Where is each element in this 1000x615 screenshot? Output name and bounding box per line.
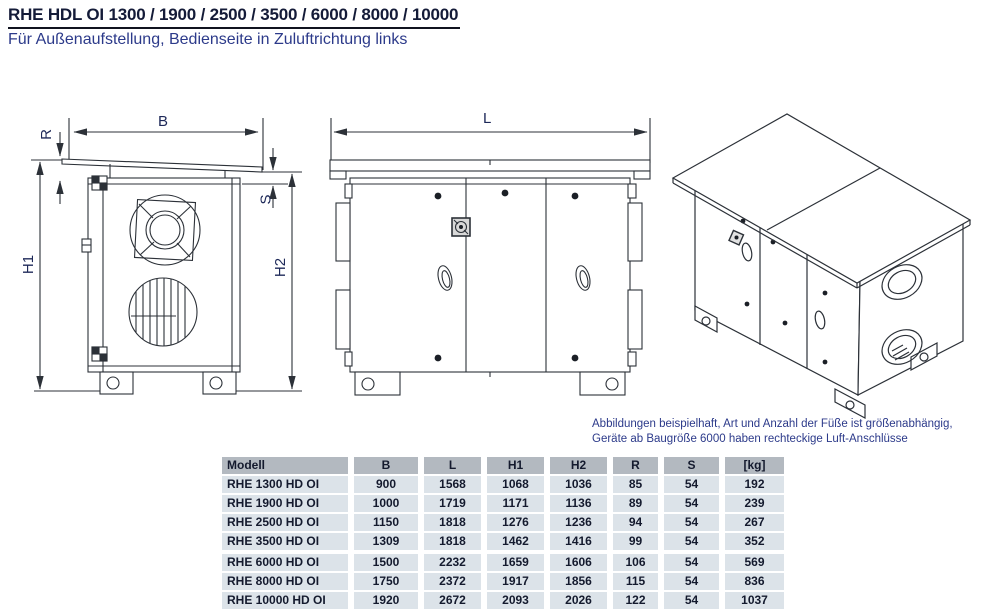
dim-label-b: B bbox=[158, 113, 169, 130]
figure-note-line1: Abbildungen beispielhaft, Art und Anzahl der Füße ist größenabhängig, bbox=[592, 418, 953, 430]
table-cell: 836 bbox=[725, 573, 784, 590]
table-cell: 192 bbox=[725, 476, 784, 493]
table-cell: 122 bbox=[613, 592, 658, 609]
table-cell: RHE 8000 HD OI bbox=[222, 573, 348, 590]
table-cell: 106 bbox=[613, 554, 658, 571]
column-header: R bbox=[613, 457, 658, 474]
table-cell: 1818 bbox=[424, 514, 481, 531]
table-row bbox=[222, 514, 784, 531]
table-cell: 54 bbox=[664, 495, 719, 512]
column-header: H2 bbox=[550, 457, 607, 474]
figure-note bbox=[592, 417, 996, 446]
front-view-drawing bbox=[315, 105, 670, 405]
table-cell: 54 bbox=[664, 554, 719, 571]
table-cell: 115 bbox=[613, 573, 658, 590]
hinge-bottom bbox=[92, 347, 107, 361]
table-cell: 1856 bbox=[550, 573, 607, 590]
dim-label-h2: H2 bbox=[272, 257, 290, 278]
table-cell: 2672 bbox=[424, 592, 481, 609]
table-cell: 94 bbox=[613, 514, 658, 531]
table-row bbox=[222, 495, 784, 512]
table-cell: RHE 2500 HD OI bbox=[222, 514, 348, 531]
table-row bbox=[222, 573, 784, 590]
table-row bbox=[222, 592, 784, 609]
table-cell: 54 bbox=[664, 514, 719, 531]
hinge-top bbox=[92, 176, 107, 190]
table-cell: 1568 bbox=[424, 476, 481, 493]
isometric-view-drawing bbox=[665, 60, 995, 425]
table-header-row bbox=[222, 457, 784, 474]
table-cell: 99 bbox=[613, 533, 658, 550]
table-cell: 1150 bbox=[354, 514, 418, 531]
table-cell: 89 bbox=[613, 495, 658, 512]
table-cell: 2232 bbox=[424, 554, 481, 571]
table-cell: 1462 bbox=[487, 533, 544, 550]
spec-table bbox=[222, 457, 784, 611]
table-cell: 1750 bbox=[354, 573, 418, 590]
column-header: S bbox=[664, 457, 719, 474]
dim-label-l: L bbox=[483, 110, 492, 127]
table-cell: 54 bbox=[664, 476, 719, 493]
table-cell: 1037 bbox=[725, 592, 784, 609]
table-cell: RHE 3500 HD OI bbox=[222, 533, 348, 550]
table-row bbox=[222, 476, 784, 493]
table-cell: RHE 1300 HD OI bbox=[222, 476, 348, 493]
dim-label-r: R bbox=[37, 129, 55, 140]
table-cell: 1606 bbox=[550, 554, 607, 571]
table-cell: 1500 bbox=[354, 554, 418, 571]
table-cell: 1236 bbox=[550, 514, 607, 531]
table-cell: 1000 bbox=[354, 495, 418, 512]
latch bbox=[82, 239, 91, 252]
table-cell: 1068 bbox=[487, 476, 544, 493]
table-cell: 1719 bbox=[424, 495, 481, 512]
column-header: Modell bbox=[222, 457, 348, 474]
table-cell: 54 bbox=[664, 573, 719, 590]
roof bbox=[330, 160, 650, 179]
table-cell: 54 bbox=[664, 592, 719, 609]
column-header: H1 bbox=[487, 457, 544, 474]
table-row bbox=[222, 533, 784, 550]
table-cell: 1309 bbox=[354, 533, 418, 550]
table-cell: 569 bbox=[725, 554, 784, 571]
table-cell: RHE 1900 HD OI bbox=[222, 495, 348, 512]
table-cell: 1136 bbox=[550, 495, 607, 512]
table-cell: 1917 bbox=[487, 573, 544, 590]
side-view-drawing bbox=[10, 100, 310, 410]
dim-h2 bbox=[236, 172, 302, 391]
table-cell: 1659 bbox=[487, 554, 544, 571]
table-cell: 1171 bbox=[487, 495, 544, 512]
roof bbox=[62, 159, 262, 178]
table-cell: 85 bbox=[613, 476, 658, 493]
table-cell: 54 bbox=[664, 533, 719, 550]
table-cell: RHE 10000 HD OI bbox=[222, 592, 348, 609]
column-header: B bbox=[354, 457, 418, 474]
table-cell: 1920 bbox=[354, 592, 418, 609]
cabinet-body bbox=[350, 178, 630, 377]
table-cell: 267 bbox=[725, 514, 784, 531]
table-cell: 1818 bbox=[424, 533, 481, 550]
table-row bbox=[222, 554, 784, 571]
column-header: L bbox=[424, 457, 481, 474]
table-cell: 239 bbox=[725, 495, 784, 512]
figure-note-line2: Geräte ab Baugröße 6000 haben rechteckige Luft-Anschlüsse bbox=[592, 432, 908, 445]
rotary-switch bbox=[452, 218, 470, 236]
table-cell: RHE 6000 HD OI bbox=[222, 554, 348, 571]
table-cell: 2093 bbox=[487, 592, 544, 609]
table-cell: 1276 bbox=[487, 514, 544, 531]
table-cell: 2026 bbox=[550, 592, 607, 609]
column-header: [kg] bbox=[725, 457, 784, 474]
feet bbox=[100, 372, 236, 394]
page-subtitle: Für Außenaufstellung, Bedienseite in Zuluftrichtung links bbox=[8, 31, 408, 48]
table-cell: 2372 bbox=[424, 573, 481, 590]
table-cell: 1036 bbox=[550, 476, 607, 493]
dim-label-h1: H1 bbox=[20, 254, 38, 275]
page-title: RHE HDL OI 1300 / 1900 / 2500 / 3500 / 6000 / 8000 / 10000 bbox=[8, 5, 460, 29]
table-cell: 900 bbox=[354, 476, 418, 493]
table-cell: 1416 bbox=[550, 533, 607, 550]
table-cell: 352 bbox=[725, 533, 784, 550]
dim-label-s: S bbox=[257, 194, 275, 205]
